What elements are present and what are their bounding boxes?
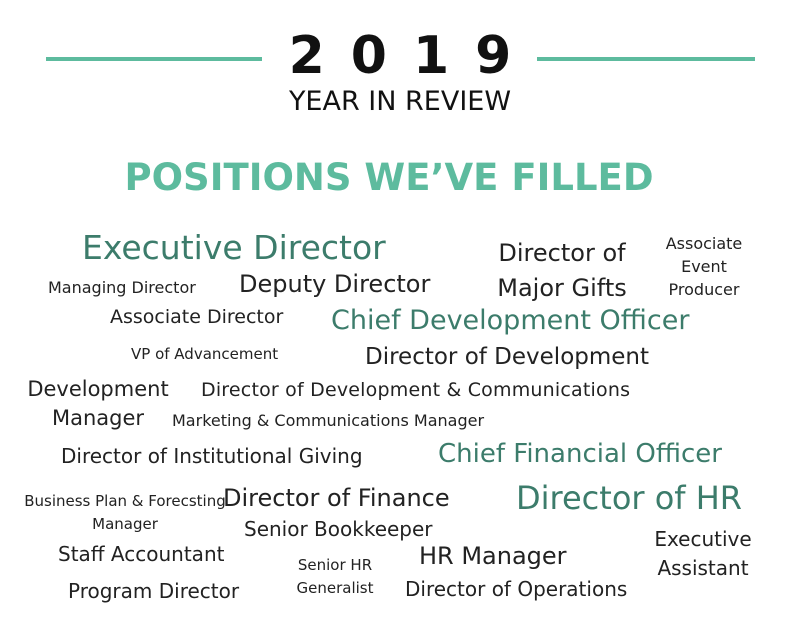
position-word: Director of Institutional Giving — [61, 444, 363, 468]
position-word: Managing Director — [48, 278, 196, 297]
year-title: 2019 — [288, 26, 538, 86]
position-word: Executive Assistant — [654, 527, 752, 580]
position-word: Director of Development & Communications — [201, 379, 631, 401]
position-word: Director of Operations — [405, 577, 628, 601]
position-word: Development Manager — [27, 377, 169, 430]
position-word: Director of Development — [365, 344, 650, 370]
position-word: Director of HR — [516, 479, 743, 517]
position-word: Staff Accountant — [58, 542, 225, 566]
position-word: Program Director — [68, 579, 240, 603]
position-word: Associate Director — [110, 306, 284, 328]
position-word: Associate Event Producer — [665, 234, 743, 299]
position-word: HR Manager — [419, 542, 567, 570]
position-word: Chief Financial Officer — [438, 439, 722, 469]
position-word: Executive Director — [82, 228, 386, 267]
section-heading: POSITIONS WE’VE FILLED — [124, 156, 654, 199]
position-word: Business Plan & Forecsting Manager — [24, 492, 226, 533]
position-word: Senior Bookkeeper — [244, 517, 433, 541]
position-word: Chief Development Officer — [331, 305, 690, 336]
position-word: VP of Advancement — [131, 345, 279, 363]
position-word: Senior HR Generalist — [296, 556, 374, 597]
position-word: Deputy Director — [239, 270, 431, 298]
position-word: Marketing & Communications Manager — [172, 411, 485, 430]
position-word: Director of Finance — [223, 484, 450, 512]
position-word: Director of Major Gifts — [497, 239, 627, 302]
subtitle: YEAR IN REVIEW — [288, 86, 512, 117]
